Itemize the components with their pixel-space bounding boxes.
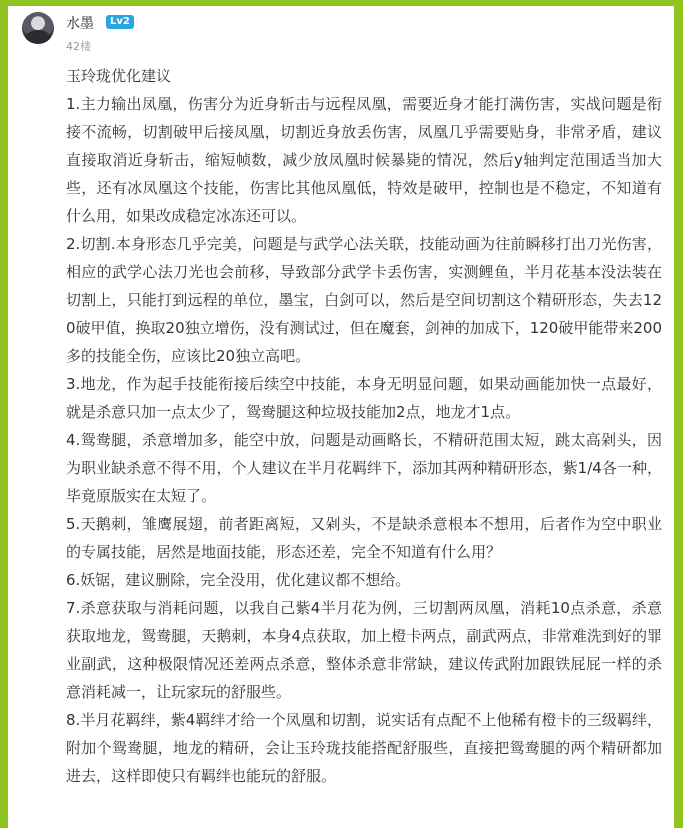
- level-badge: Lv2: [106, 15, 134, 29]
- post-header: [20, 10, 660, 53]
- username[interactable]: 水墨: [66, 16, 94, 32]
- paragraph-2: 2.切割.本身形态几乎完美，问题是与武学心法关联，技能动画为往前瞬移打出刀光伤害，相应的武学心法刀光也会前移，导致部分武学卡丢伤害，实测鲤鱼，半月花基本没法装在切割上，只能打到远程的单位，墨宝，白剑可以，然后是空间切割这个精研形态，失去120破甲值，换取20独立增伤，没有测试过，但在魔套，剑神的加成下，120破甲能带来200多的技能全伤，应该比20独立高吧。: [66, 235, 662, 365]
- paragraph-6: 6.妖锯，建议删除，完全没用，优化建议都不想给。: [66, 571, 411, 589]
- floor-number: 42楼: [66, 40, 91, 53]
- paragraph-5: 5.天鹅刺，雏鹰展翅，前者距离短，又剁头，不是缺杀意根本不想用，后者作为空中职业的专属技能，居然是地面技能，形态还差，完全不知道有什么用？: [66, 515, 662, 561]
- paragraph-7: 7.杀意获取与消耗问题，以我自己紫4半月花为例，三切割两凤凰，消耗10点杀意，杀意获取地龙，鸳鸯腿，天鹅刺，本身4点获取，加上橙卡两点，副武两点，非常难洗到好的罪业副武，这种极限情况还差两点杀意，整体杀意非常缺，建议传武附加跟铁屁屁一样的杀意消耗减一，让玩家玩的舒服些。: [66, 599, 662, 701]
- avatar[interactable]: [22, 12, 54, 44]
- paragraph-1: 1.主力输出凤凰，伤害分为近身斩击与远程凤凰，需要近身才能打满伤害，实战问题是衔接不流畅，切割破甲后接凤凰，切割近身放丢伤害，凤凰几乎需要贴身，非常矛盾，建议直接取消近身斩击，缩短帧数，减少放凤凰时候暴毙的情况，然后y轴判定范围适当加大些，还有冰凤凰这个技能，伤害比其他凤凰低，特效是破甲，控制也是不稳定，不知道有什么用，如果改成稳定冰冻还可以。: [66, 95, 662, 225]
- paragraph-3: 3.地龙，作为起手技能衔接后续空中技能，本身无明显问题，如果动画能加快一点最好，就是杀意只加一点太少了，鸳鸯腿这种垃圾技能加2点，地龙才1点。: [66, 375, 662, 421]
- paragraph-8: 8.半月花羁绊，紫4羁绊才给一个凤凰和切割，说实话有点配不上他稀有橙卡的三级羁绊，附加个鸳鸯腿，地龙的精研，会让玉玲珑技能搭配舒服些，直接把鸳鸯腿的两个精研都加进去，这样即使只有羁绊也能玩的舒服。: [66, 711, 662, 785]
- post-title: 玉玲珑优化建议: [66, 67, 172, 85]
- post-content: [66, 62, 662, 790]
- paragraph-4: 4.鸳鸯腿，杀意增加多，能空中放，问题是动画略长，不精研范围太短，跳太高剁头，因为职业缺杀意不得不用，个人建议在半月花羁绊下，添加其两种精研形态，紫1/4各一种，毕竟原版实在太短了。: [66, 431, 662, 505]
